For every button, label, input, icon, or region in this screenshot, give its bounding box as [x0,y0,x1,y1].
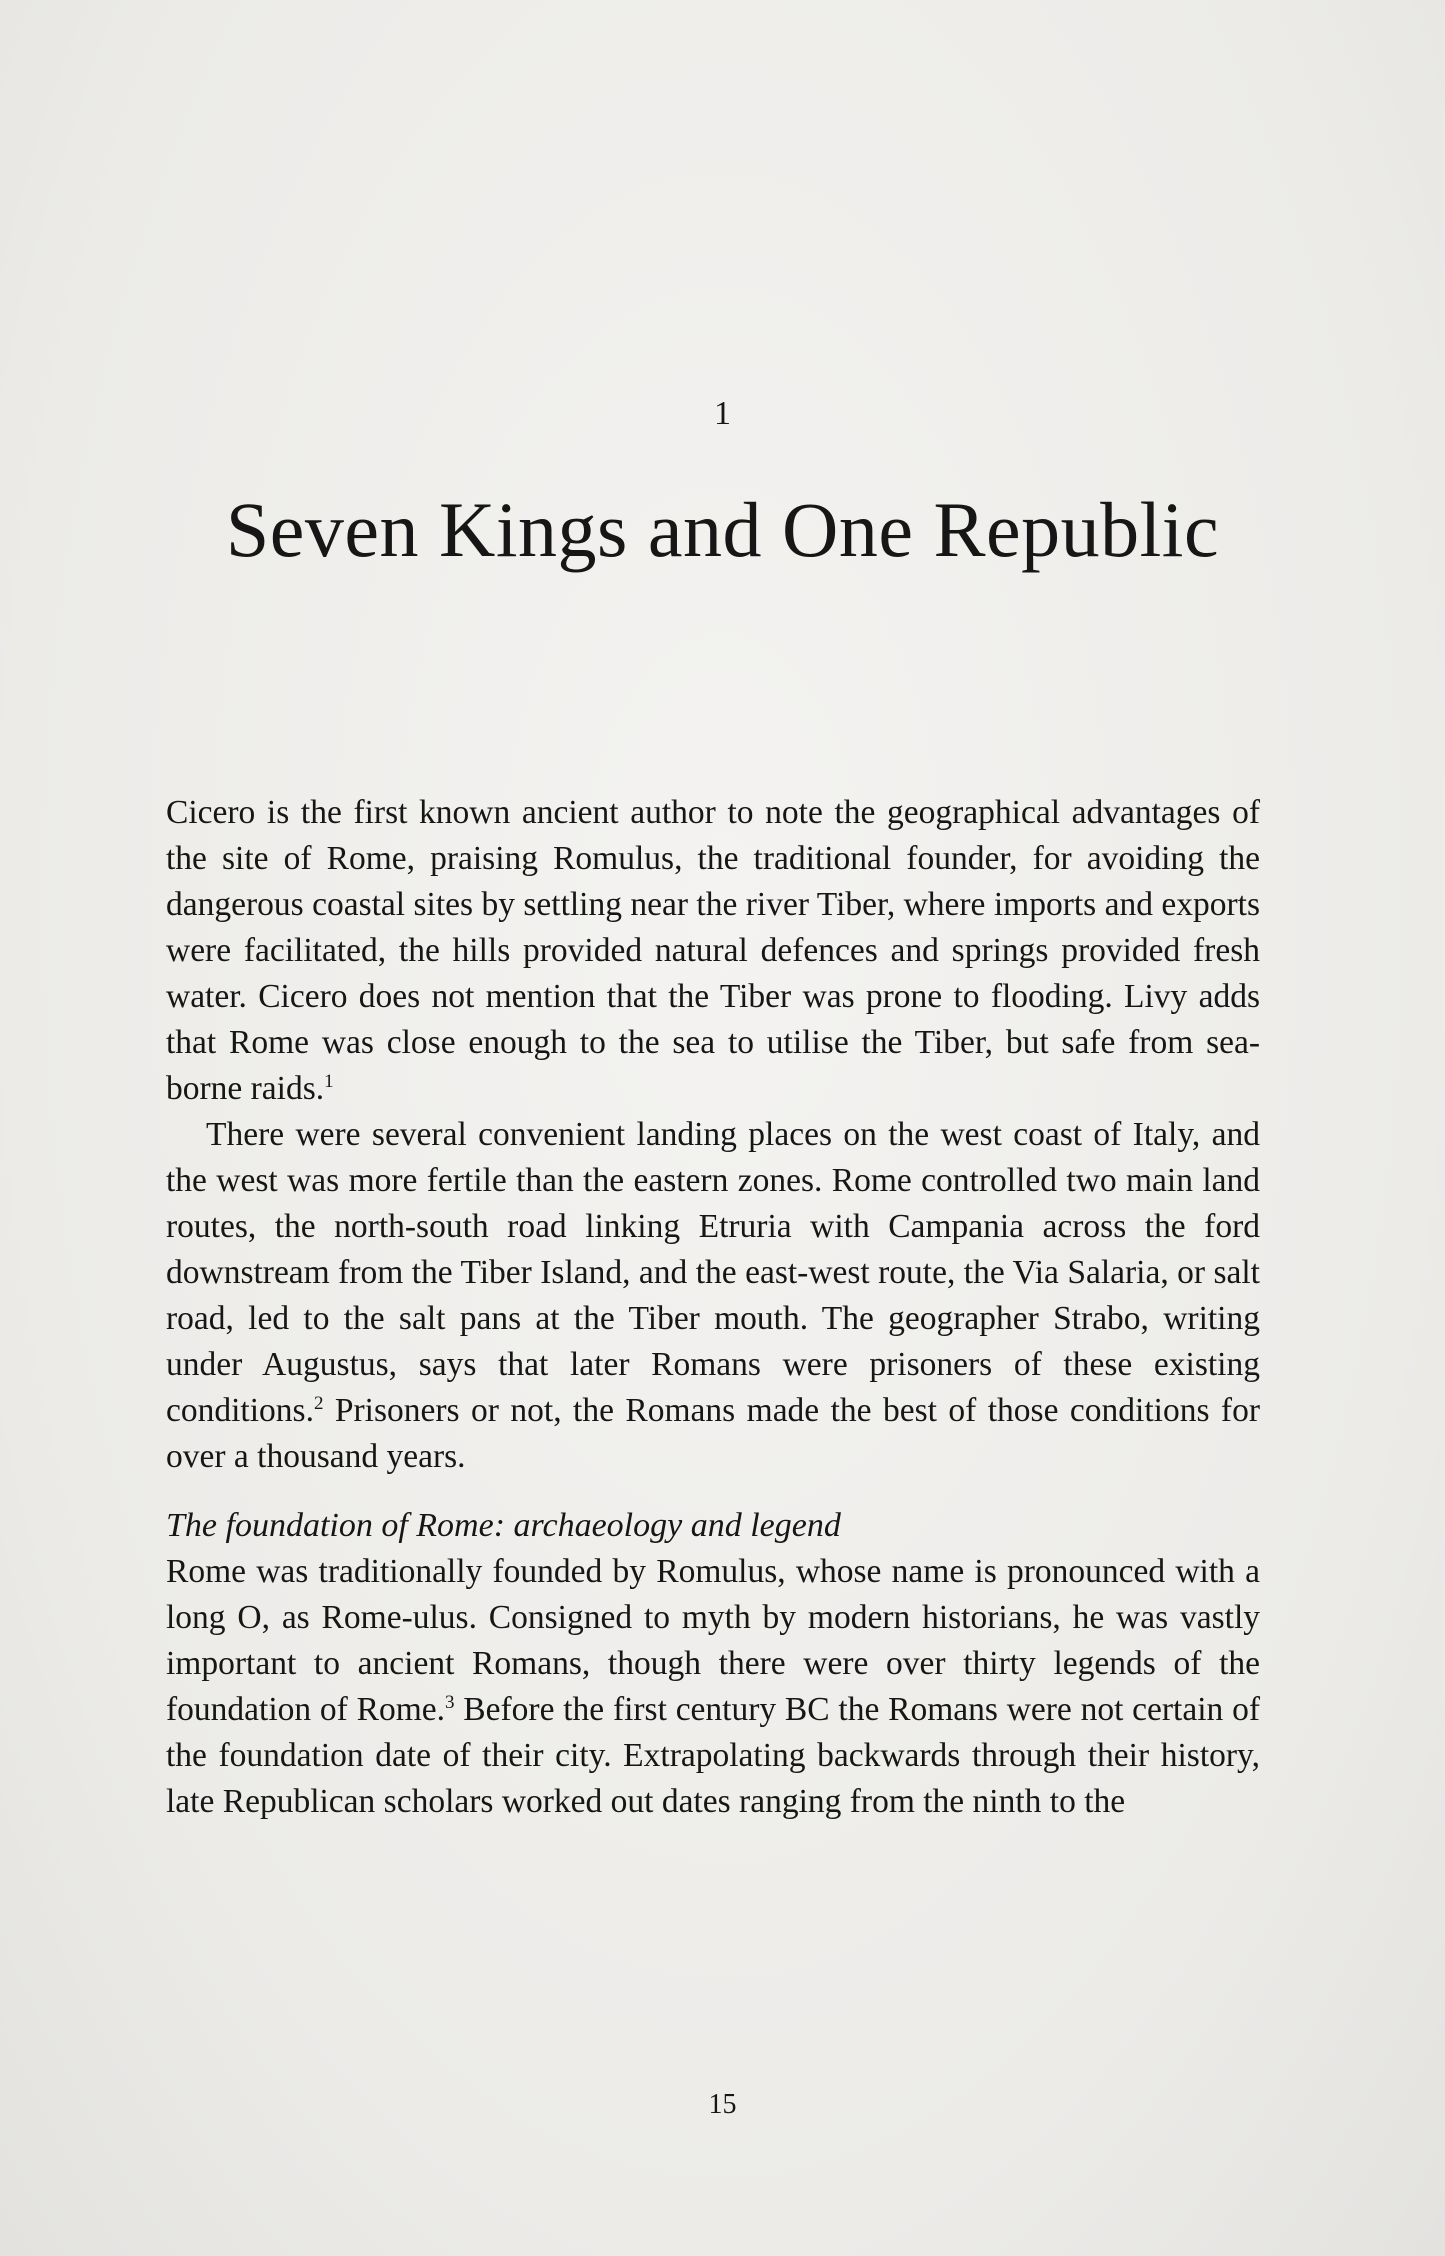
paragraph-2-text: There were several convenient landing places on the west coast of Italy, and the west was more fertile than the eastern zones. Rome controlled two main land routes, the north-south road linking Etruria with Campania across the ford downstream from the Tiber Island, and the east-west route, the Via Salaria, or salt road, led to the salt pans at the Tiber mouth. The geographer Strabo, writing under Augustus, says that later Romans were prisoners of these existing conditions. [166,1116,1260,1429]
footnote-marker-3: 3 [445,1691,455,1713]
body-text [166,790,1260,1825]
footnote-marker-1: 1 [324,1070,334,1092]
chapter-title: Seven Kings and One Republic [225,486,1220,573]
chapter-number: 1 [714,395,731,432]
footnote-marker-2: 2 [313,1392,324,1414]
paragraph-3 [166,1549,1260,1825]
paragraph-3-text: Rome was traditionally founded by Romulus, whose name is pronounced with a long O, as Rome-ulus. Consigned to myth by modern historians, he was vastly important to ancient Romans, though there were over thirty legends of the foundation of Rome. [166,1553,1260,1728]
section-heading: The foundation of Rome: archaeology and legend [166,1507,841,1544]
paragraph-1 [166,790,1260,1112]
paragraph-1-text: Cicero is the first known ancient author to note the geographical advantages of the site of Rome, praising Romulus, the traditional founder, for avoiding the dangerous coastal sites by settling near the river Tiber, where imports and exports were facilitated, the hills provided natural defences and springs provided fresh water. Cicero does not mention that the Tiber was prone to flooding. Livy adds that Rome was close enough to the sea to utilise the Tiber, but safe from sea-borne raids. [166,794,1260,1107]
paragraph-2-text-continued: Prisoners or not, the Romans made the best of those conditions for over a thousand years. [166,1392,1260,1475]
page-number: 15 [708,2089,737,2120]
paragraph-2 [166,1112,1260,1480]
paragraph-3-text-continued: Before the first century BC the Romans were not certain of the foundation date of their city. Extrapolating backwards through their history, late Republican scholars worked out dates ranging from the ninth to the [166,1691,1260,1820]
